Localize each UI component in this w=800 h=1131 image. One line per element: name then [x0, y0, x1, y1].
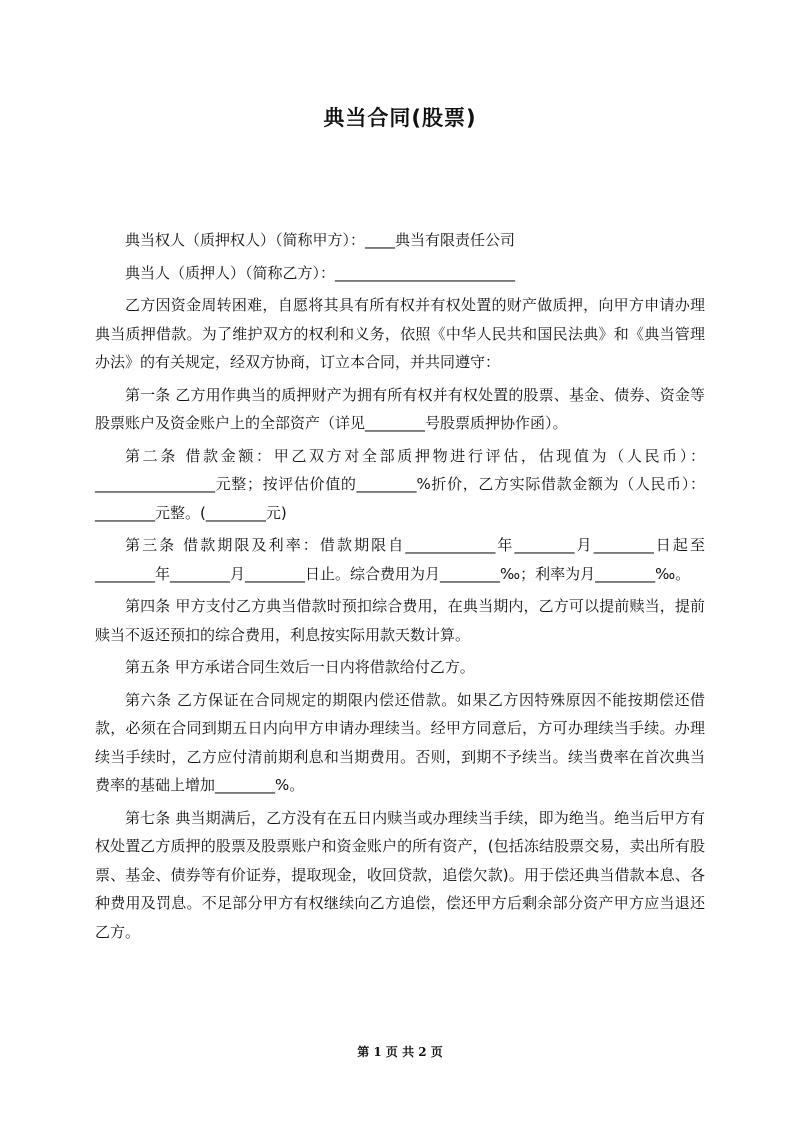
preamble-paragraph: 乙方因资金周转困难，自愿将其具有所有权并有权处置的财产做质押，向甲方申请办理典当质押借款。为了维护双方的权利和义务，依照《中华人民共和国民法典》和《典当管理办法》的有关规定，经双方协商，订立本合同，并共同遵守： [95, 296, 705, 371]
contract-body [95, 226, 705, 950]
party-a-line: 典当权人（质押权人）（简称甲方）：____典当有限责任公司 [125, 231, 516, 249]
article-1: 第一条 乙方用作典当的质押财产为拥有所有权并有权处置的股票、基金、债券、资金等股票账户及资金账户上的全部资产（详见________号股票质押协作函）。 [95, 385, 705, 432]
page-number-footer: 第 1 页 共 2 页 [357, 1045, 443, 1059]
article-5: 第五条 甲方承诺合同生效后一日内将借款给付乙方。 [125, 658, 475, 676]
page-title: 典当合同(股票) [323, 106, 477, 130]
article-4: 第四条 甲方支付乙方典当借款时预扣综合费用，在典当期内，乙方可以提前赎当，提前赎当不返还预扣的综合费用，利息按实际用款天数计算。 [95, 597, 705, 644]
party-b-line: 典当人（质押人）（简称乙方）：________________________ [125, 263, 516, 282]
article-7: 第七条 典当期满后，乙方没有在五日内赎当或办理续当手续，即为绝当。绝当后甲方有权处置乙方质押的股票及股票账户和资金账户的所有资产，(包括冻结股票交易，卖出所有股票、基金、债券等有价证券，提取现金，收回贷款，追偿欠款)。用于偿还典当借款本息、各种费用及罚息。不足部分甲方有权继续向乙方追偿，偿还甲方后剩余部分资产甲方应当退还乙方。 [95, 808, 705, 941]
article-6: 第六条 乙方保证在合同规定的期限内偿还借款。如果乙方因特殊原因不能按期偿还借款，必须在合同到期五日内向甲方申请办理续当。经甲方同意后，方可办理续当手续。办理续当手续时，乙方应付清前期利息和当期费用。否则，到期不予续当。续当费率在首次典当费率的基础上增加________%。 [95, 690, 705, 794]
article-3: 第三条 借款期限及利率：借款期限自____________年________月________日起至________年________月________日止。综合费用为月________‰；利率为月________‰。 [95, 536, 705, 583]
article-2: 第二条 借款金额：甲乙双方对全部质押物进行评估，估现值为（人民币）：________________元整；按评估价值的________%折价，乙方实际借款金额为（人民币）：________元整。(________元) [95, 446, 705, 522]
